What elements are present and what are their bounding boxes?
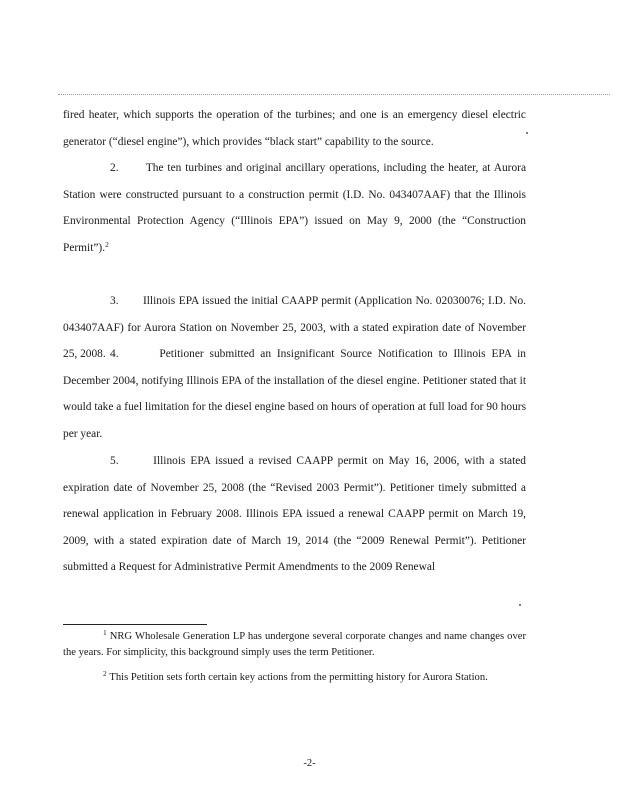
footnote-2 bbox=[63, 670, 526, 686]
paragraph-4-number: 4. bbox=[110, 348, 119, 360]
paragraph-2-text: The ten turbines and original ancillary operations, including the heater, at Aurora Station were constructed pursuant to a construction permit (I.D. No. 043407AAF) that the Illinois Environmental Protection Agency (“Illinois EPA”) issued on May 9, 2000 (the “Construction Permit”). bbox=[63, 162, 526, 254]
paragraph-1-text: fired heater, which supports the operation of the turbines; and one is an emergency diesel electric generator (“diesel engine”), which provides “black start” capability to the source. bbox=[63, 109, 526, 148]
footnote-1-text: NRG Wholesale Generation LP has undergone several corporate changes and name changes over the years. For simplicity, this background simply uses the term Petitioner. bbox=[63, 631, 526, 658]
footnote-2-marker: 2 bbox=[103, 669, 107, 678]
page-number: -2- bbox=[303, 758, 316, 769]
footnote-ref-2: 2 bbox=[105, 239, 109, 249]
footnote-2-text: This Petition sets forth certain key actions from the permitting history for Aurora Station. bbox=[109, 672, 488, 683]
paragraph-5 bbox=[63, 448, 526, 581]
paragraph-4-text: Petitioner submitted an Insignificant Source Notification to Illinois EPA in December 2004, notifying Illinois EPA of the installation of the diesel engine. Petitioner stated that it would take a fuel limitation for the diesel engine based on hours of operation at full load for 90 hours per year. bbox=[63, 348, 526, 440]
footnote-separator bbox=[63, 624, 207, 625]
footnote-1 bbox=[63, 629, 526, 660]
paragraph-2-number: 2. bbox=[110, 162, 119, 174]
footnote-1-marker: 1 bbox=[103, 628, 107, 637]
scan-artifact-dotted-line bbox=[58, 94, 610, 95]
paragraph-1-continued bbox=[63, 102, 526, 155]
paragraph-4 bbox=[63, 341, 526, 447]
paragraph-3-text: Illinois EPA issued the initial CAAPP permit (Application No. 02030076; I.D. No. 043407AAF) for Aurora Station on November 25, 2003, with a stated expiration date of November 25, 2008. bbox=[63, 295, 526, 360]
paragraph-5-number: 5. bbox=[110, 455, 119, 467]
paragraph-3-number: 3. bbox=[110, 295, 119, 307]
scan-speck bbox=[519, 604, 521, 606]
paragraph-5-text: Illinois EPA issued a revised CAAPP permit on May 16, 2006, with a stated expiration date of November 25, 2008 (the “Revised 2003 Permit”). Petitioner timely submitted a renewal application in February 2008. Illinois EPA issued a renewal CAAPP permit on March 19, 2009, with a stated expiration date of March 19, 2014 (the “2009 Renewal Permit”). Petitioner submitted a Request for Administrative Permit Amendments to the 2009 Renewal bbox=[63, 455, 527, 573]
scan-speck bbox=[526, 132, 528, 134]
paragraph-2 bbox=[63, 155, 526, 261]
